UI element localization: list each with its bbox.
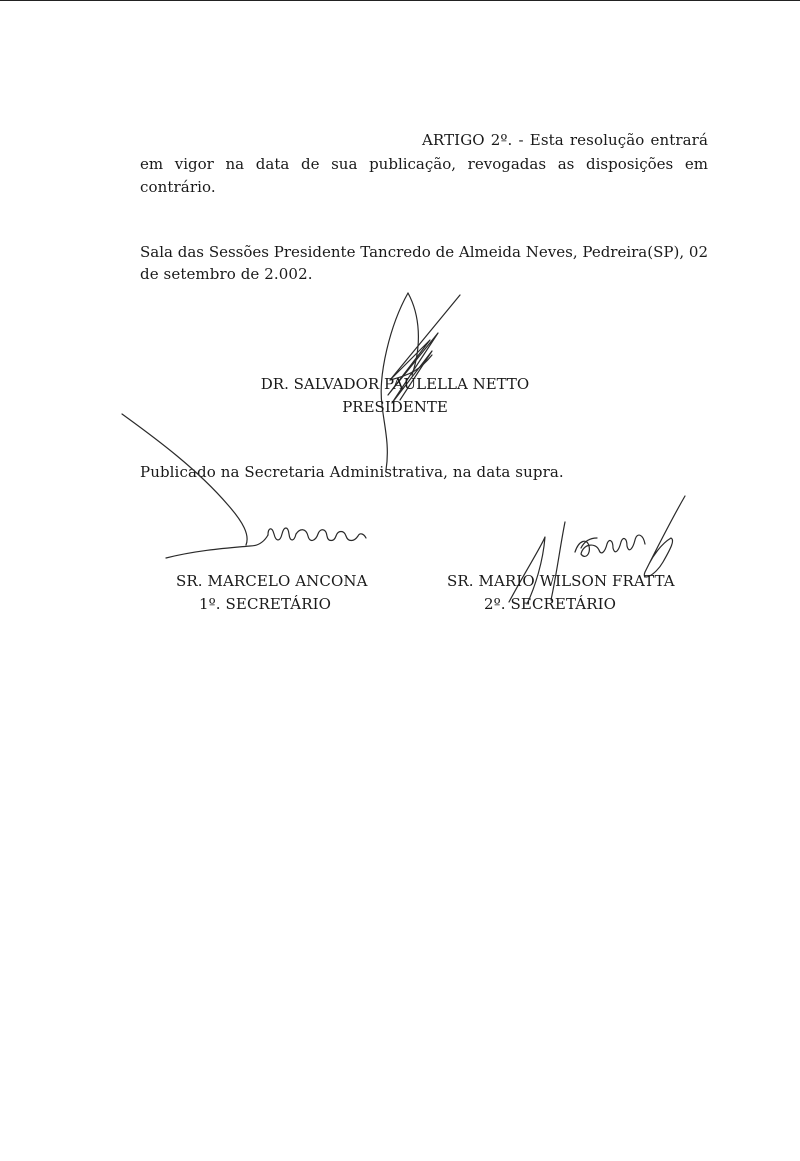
first-secretary-title: 1º. SECRETÁRIO [199, 595, 332, 613]
article-line-3: contrário. [140, 178, 216, 196]
publication-text: Publicado na Secretaria Administrativa, na data supra. [140, 463, 564, 481]
session-line-2: de setembro de 2.002. [140, 265, 313, 283]
article-line-2: em vigor na data de sua publicação, revogadas as disposições em [140, 155, 708, 173]
article-line-1: ARTIGO 2º. - Esta resolução entrará [422, 131, 708, 149]
first-secretary-name: SR. MARCELO ANCONA [176, 572, 368, 590]
first-secretary-signature [118, 410, 378, 565]
second-secretary-title: 2º. SECRETÁRIO [484, 595, 617, 613]
second-secretary-name: SR. MARIO WILSON FRATTA [447, 572, 675, 590]
session-line-1: Sala das Sessões Presidente Tancredo de Almeida Neves, Pedreira(SP), 02 [140, 243, 708, 261]
second-secretary-signature [505, 492, 695, 612]
president-title: PRESIDENTE [342, 398, 448, 416]
president-name: DR. SALVADOR PAULELLA NETTO [260, 375, 530, 393]
